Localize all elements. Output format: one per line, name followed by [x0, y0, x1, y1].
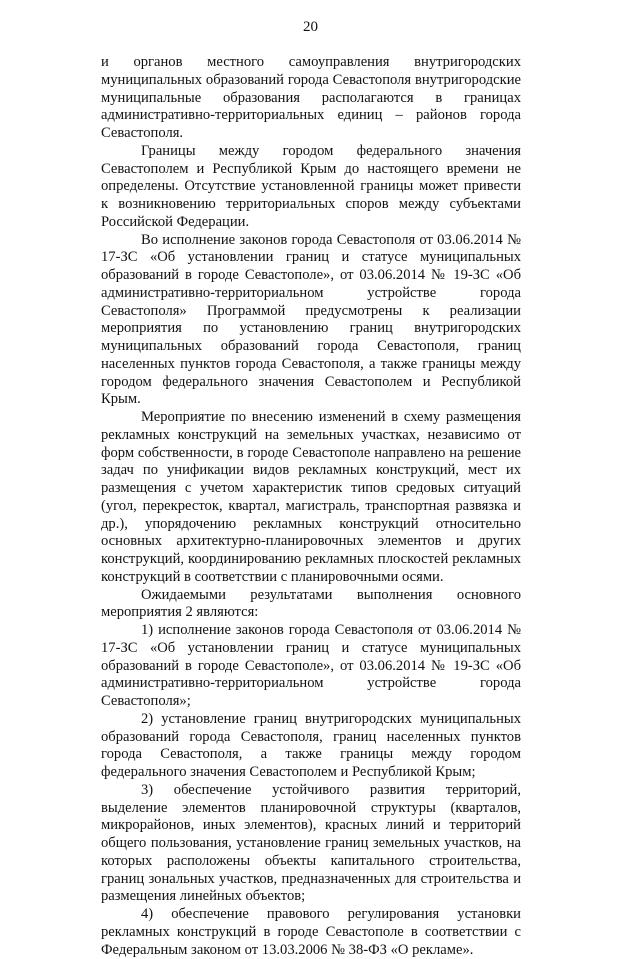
- list-item-2: 2) установление границ внутригородских муниципальных образований города Севастополя, границ населенных пунктов города Севастополя, а также границы между городом федерального значения Севастополем и Республикой Крым;: [101, 710, 521, 780]
- paragraph-2: Границы между городом федерального значения Севастополем и Республикой Крым до настоящего времени не определены. Отсутствие установленной границы может привести к возникновению территориальных споров между субъектами Российской Федерации.: [101, 142, 521, 230]
- list-item-1: 1) исполнение законов города Севастополя от 03.06.2014 № 17-ЗС «Об установлении границ и статусе муниципальных образований в городе Севастополе», от 03.06.2014 № 19-ЗС «Об административно-территориальном устройстве города Севастополя»;: [101, 622, 521, 709]
- paragraph-5: Ожидаемыми результатами выполнения основного мероприятия 2 являются:: [101, 586, 521, 621]
- list-item-4: 4) обеспечение правового регулирования установки рекламных конструкций в городе Севастополе в соответствии с Федеральным законом от 13.03.2006 № 38-ФЗ «О рекламе».: [101, 906, 521, 958]
- paragraph-4: Мероприятие по внесению изменений в схему размещения рекламных конструкций на земельных участках, независимо от форм собственности, в городе Севастополе направлено на решение задач по унификации видов рекламных конструкций, мест их размещения с учетом характеристик типов средовых ситуаций (угол, перекресток, квартал, магистраль, транспортная развязка и др.), упорядочению рекламных конструкций относительно основных архитектурно-планировочных элементов и других конструкций, координированию рекламных плоскостей рекламных конструкций в соответствии с планировочными осями.: [101, 409, 521, 585]
- list-item-3: 3) обеспечение устойчивого развития территорий, выделение элементов планировочной структуры (кварталов, микрорайонов, иных элементов), красных линий и территорий общего пользования, установление границ земельных участков, на которых расположены объекты капитального строительства, границ зональных участков, предназначенных для строительства и размещения линейных объектов;: [101, 781, 521, 905]
- paragraph-1: и органов местного самоуправления внутригородских муниципальных образований города Севастополя внутригородские муниципальные образования располагаются в границах административно-территориальных единиц – районов города Севастополя.: [101, 54, 521, 141]
- paragraph-3: Во исполнение законов города Севастополя от 03.06.2014 № 17-ЗС «Об установлении границ и статусе муниципальных образований в городе Севастополе», от 03.06.2014 № 19-ЗС «Об административно-территориальном устройстве города Севастополя» Программой предусмотрены к реализации мероприятия по установлению границ внутригородских муниципальных образований города Севастополя, границ населенных пунктов города Севастополя, а также границы между городом федерального значения Севастополем и Республикой Крым.: [101, 231, 521, 408]
- page-number: 20: [303, 19, 318, 35]
- document-body: [101, 54, 521, 959]
